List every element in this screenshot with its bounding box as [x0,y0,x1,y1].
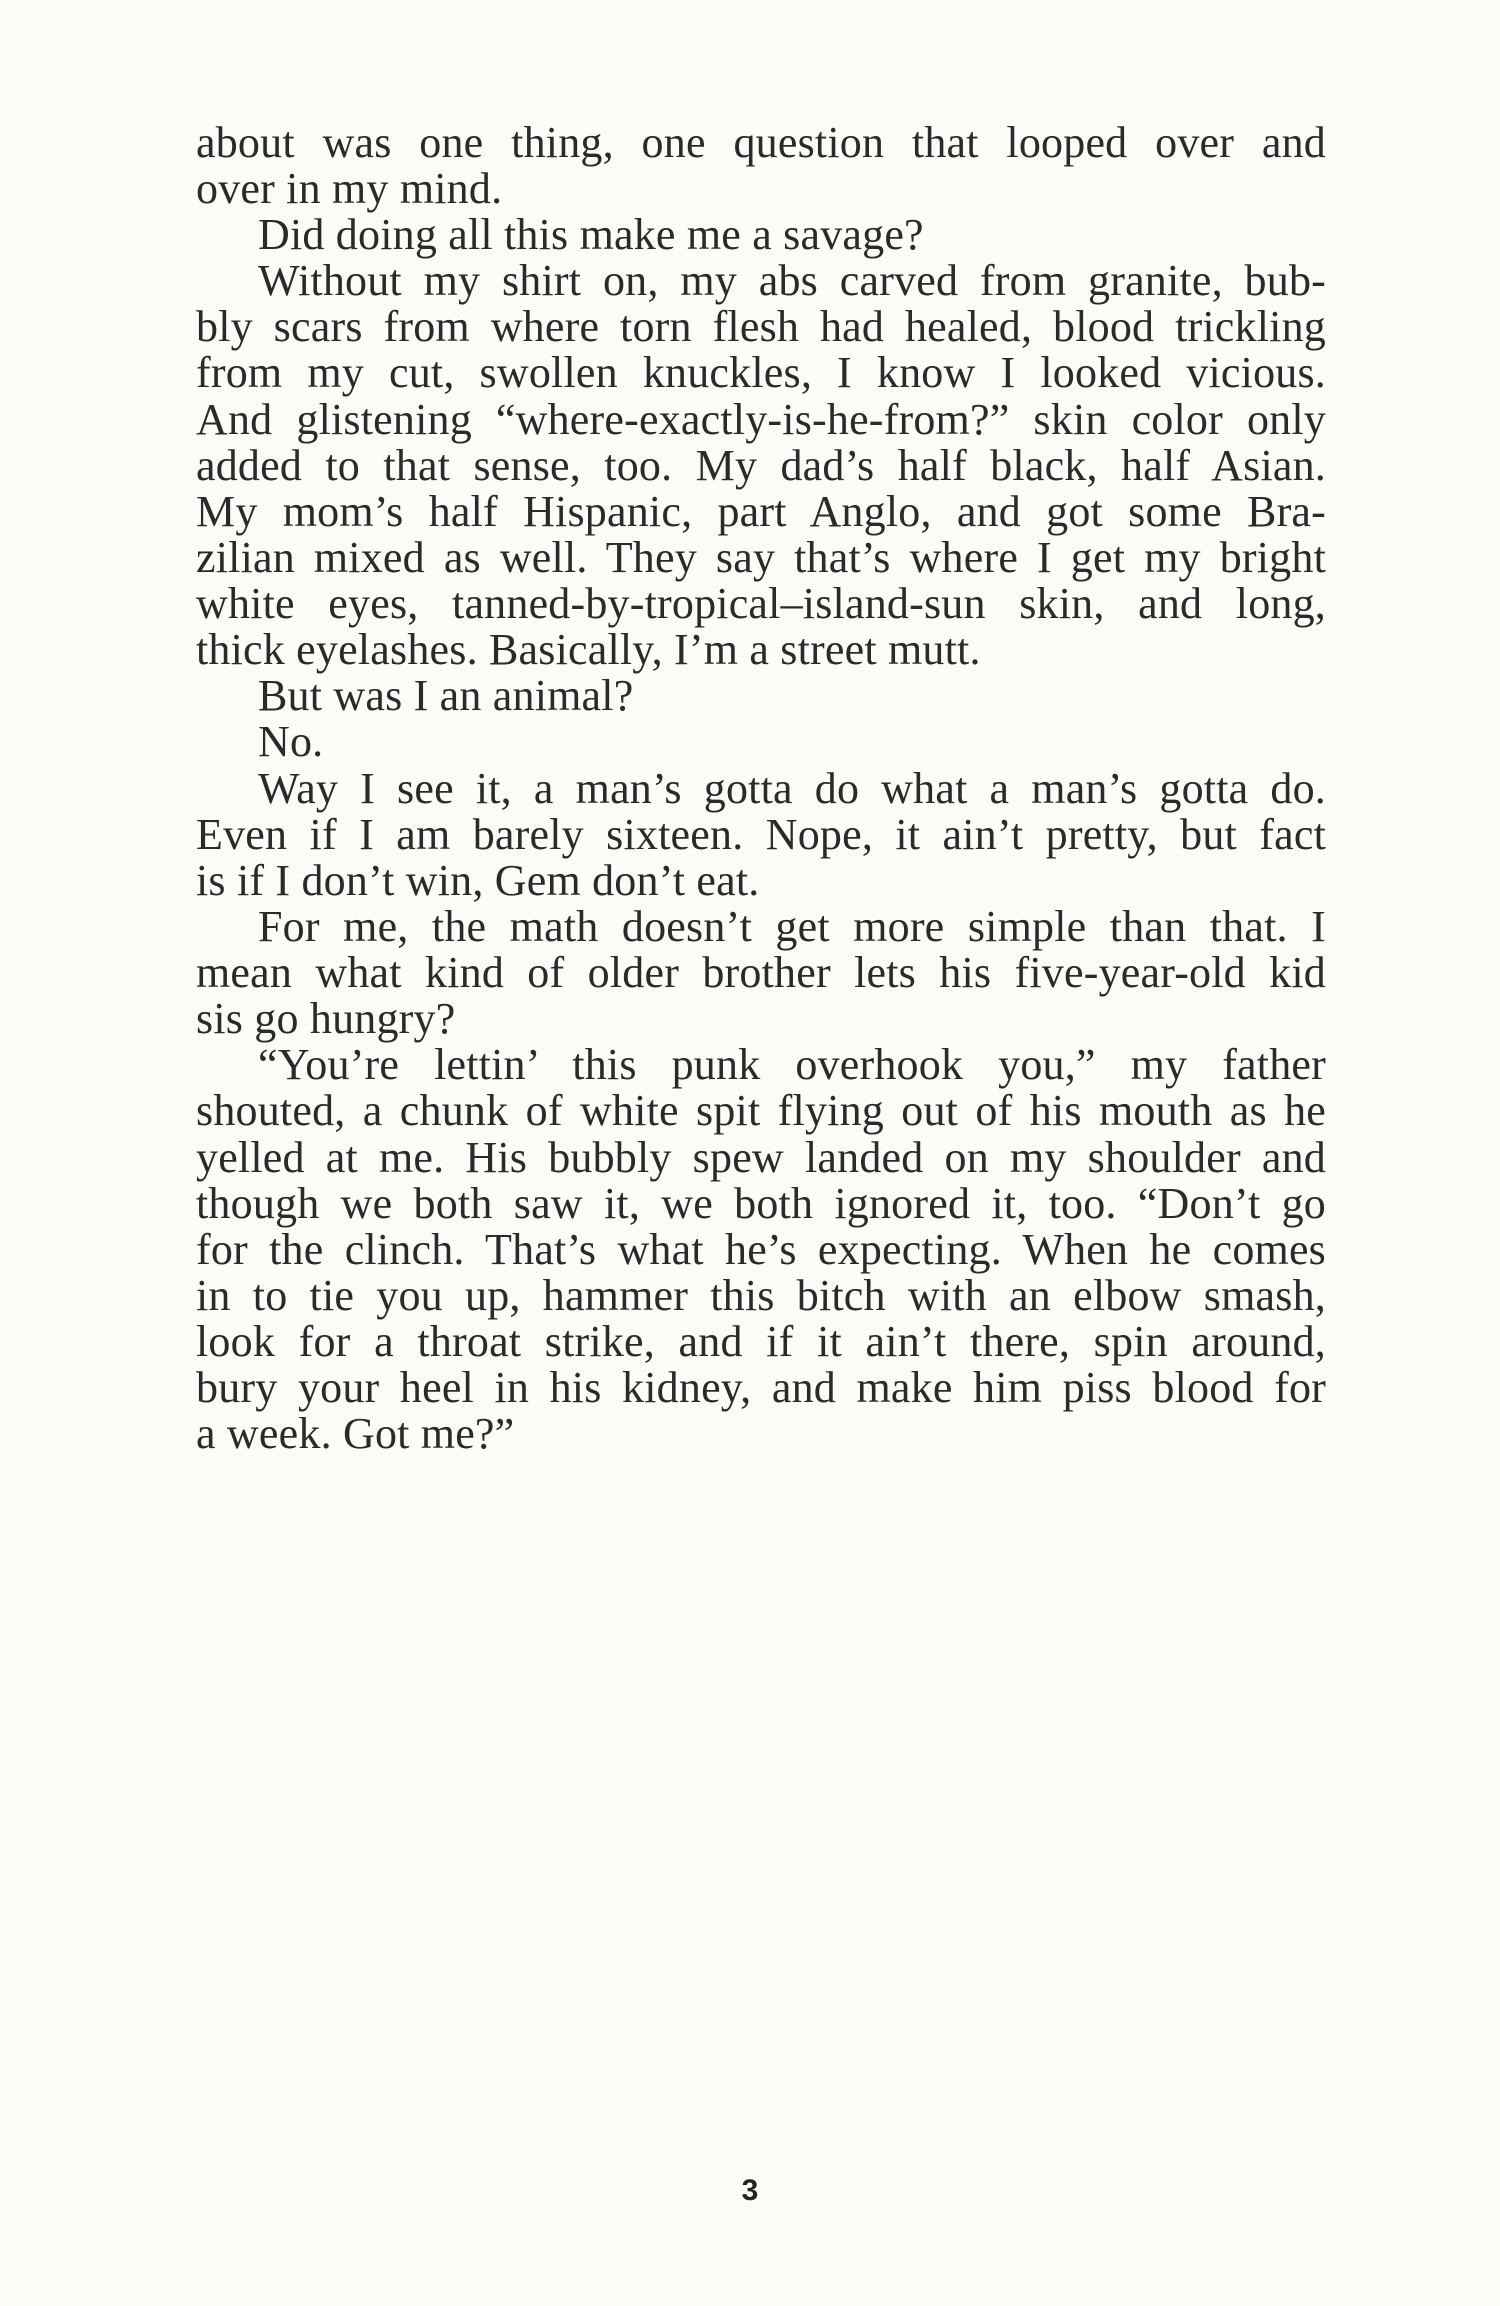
text-line: bly scars from where torn flesh had healed, blood trickling [196,302,1326,351]
text-line: white eyes, tanned-by-tropical–island-sun skin, and long, [196,579,1326,628]
text-line: though we both saw it, we both ignored it, too. “Don’t go [196,1179,1326,1228]
text-line: My mom’s half Hispanic, part Anglo, and got some Bra- [196,487,1326,536]
page-number: 3 [741,2174,759,2207]
text-line: from my cut, swollen knuckles, I know I looked vicious. [196,348,1326,397]
text-line: shouted, a chunk of white spit flying out of his mouth as he [196,1086,1326,1135]
text-line: is if I don’t win, Gem don’t eat. [196,856,760,905]
text-line: added to that sense, too. My dad’s half black, half Asian. [196,441,1326,490]
text-line: thick eyelashes. Basically, I’m a street mutt. [196,625,981,674]
text-line: Way I see it, a man’s gotta do what a man’s gotta do. [258,764,1326,813]
text-line: about was one thing, one question that looped over and [196,118,1326,167]
text-line: Without my shirt on, my abs carved from granite, bub- [258,256,1326,305]
text-line: in to tie you up, hammer this bitch with an elbow smash, [196,1271,1326,1320]
text-line: yelled at me. His bubbly spew landed on my shoulder and [196,1133,1326,1182]
text-line: for the clinch. That’s what he’s expecting. When he comes [196,1225,1326,1274]
text-line: sis go hungry? [196,994,456,1043]
text-line: Even if I am barely sixteen. Nope, it ain’t pretty, but fact [196,810,1326,859]
text-line: a week. Got me?” [196,1409,515,1458]
text-line: For me, the math doesn’t get more simple than that. I [258,902,1326,951]
text-line: “You’re lettin’ this punk overhook you,” my father [258,1040,1326,1089]
text-line: bury your heel in his kidney, and make him piss blood for [196,1363,1326,1412]
text-line: And glistening “where-exactly-is-he-from?” skin color only [196,395,1326,444]
text-line: look for a throat strike, and if it ain’t there, spin around, [196,1317,1326,1366]
text-line: over in my mind. [196,164,503,213]
text-line: Did doing all this make me a savage? [258,210,924,259]
text-line: But was I an animal? [258,671,634,720]
text-line: No. [258,717,324,766]
text-line: zilian mixed as well. They say that’s where I get my bright [196,533,1326,582]
text-line: mean what kind of older brother lets his five-year-old kid [196,948,1326,997]
